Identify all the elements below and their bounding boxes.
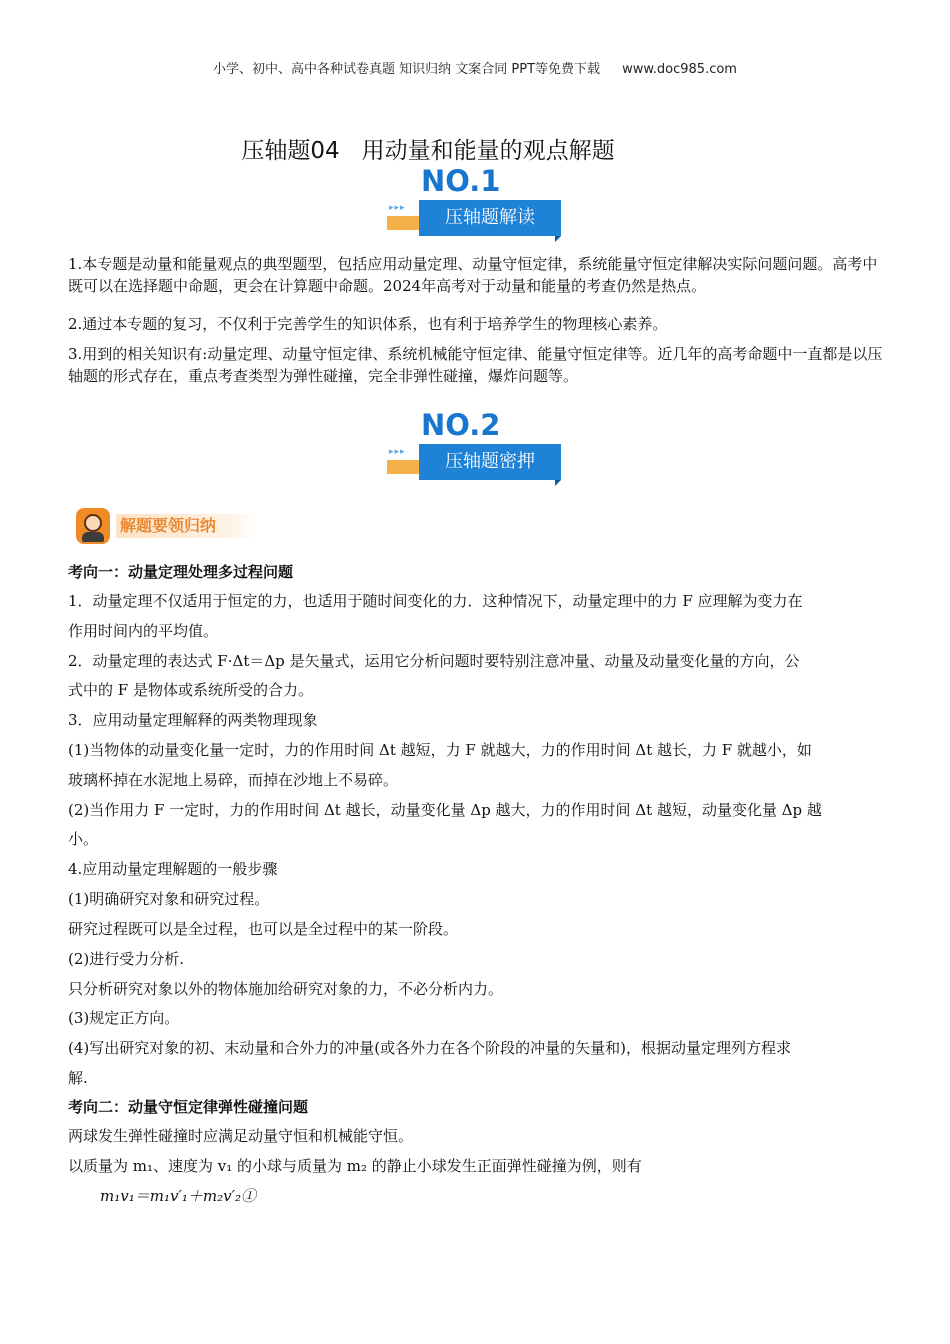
body-line: (2)进行受力分析. <box>68 950 185 968</box>
body-line: (3)规定正方向。 <box>68 1009 180 1027</box>
badge-number: NO.2 <box>421 408 501 442</box>
intro-paragraph-1: 1.本专题是动量和能量观点的典型题型，包括应用动量定理、动量守恒定律，系统能量守恒定律解决实际问题问题。高考中既可以在选择题中命题，更会在计算题中命题。2024年高考对于动量和能量的考查仍然是热点。 <box>68 255 878 295</box>
section-badge-1 <box>387 164 567 250</box>
header-site-description: 小学、初中、高中各种试卷真题 知识归纳 文案合同 PPT等免费下载 <box>213 62 601 77</box>
body-line: 只分析研究对象以外的物体施加给研究对象的力，不必分析内力。 <box>68 980 504 998</box>
arrows-icon: ▸▸▸ <box>389 203 406 213</box>
body-line: 4.应用动量定理解题的一般步骤 <box>68 860 278 878</box>
body-line: (1)明确研究对象和研究过程。 <box>68 890 270 908</box>
body-line: 2．动量定理的表达式 F·Δt＝Δp 是矢量式，运用它分析问题时要特别注意冲量、动量及动量变化量的方向，公 <box>68 652 800 670</box>
body-line: 玻璃杯掉在水泥地上易碎，而掉在沙地上不易碎。 <box>68 771 399 789</box>
body-line: 作用时间内的平均值。 <box>68 622 219 640</box>
page-header <box>0 58 950 77</box>
topic-1-heading: 考向一：动量定理处理多过程问题 <box>68 563 294 581</box>
badge-label: 压轴题密押 <box>419 444 561 480</box>
teacher-avatar-icon <box>76 508 110 544</box>
body-line: 研究过程既可以是全过程，也可以是全过程中的某一阶段。 <box>68 920 459 938</box>
title-main: 用动量和能量的观点解题 <box>361 138 615 164</box>
intro-paragraph-2: 2.通过本专题的复习，不仅利于完善学生的知识体系，也有利于培养学生的物理核心素养。 <box>68 315 668 333</box>
body-line: 式中的 F 是物体或系统所受的合力。 <box>68 681 313 699</box>
body-line: 1．动量定理不仅适用于恒定的力，也适用于随时间变化的力．这种情况下，动量定理中的力 F 应理解为变力在 <box>68 592 803 610</box>
body-line: (2)当作用力 F 一定时，力的作用时间 Δt 越长，动量变化量 Δp 越大，力的作用时间 Δt 越短，动量变化量 Δp 越 <box>68 801 822 819</box>
body-line: 两球发生弹性碰撞时应满足动量守恒和机械能守恒。 <box>68 1127 414 1145</box>
body-line: 3．应用动量定理解释的两类物理现象 <box>68 711 318 729</box>
body-line: (4)写出研究对象的初、末动量和合外力的冲量(或各外力在各个阶段的冲量的矢量和)，根据动量定理列方程求 <box>68 1039 791 1057</box>
section-tag-label: 解题要领归纳 <box>116 514 258 538</box>
header-site-url[interactable]: www.doc985.com <box>622 62 737 77</box>
arrows-icon: ▸▸▸ <box>389 447 406 457</box>
badge-number: NO.1 <box>421 164 501 198</box>
badge-label: 压轴题解读 <box>419 200 561 236</box>
section-badge-2 <box>387 408 567 494</box>
equation-1: m₁v₁＝m₁v′₁＋m₂v′₂① <box>100 1187 256 1205</box>
badge-fold <box>555 480 561 486</box>
title-prefix: 压轴题04 <box>241 138 340 164</box>
page-title <box>0 132 856 165</box>
body-line: (1)当物体的动量变化量一定时，力的作用时间 Δt 越短，力 F 就越大，力的作用时间 Δt 越长，力 F 就越小，如 <box>68 741 812 759</box>
section-tag <box>76 508 266 548</box>
body-line: 小。 <box>68 830 99 848</box>
intro-paragraph-3: 3.用到的相关知识有:动量定理、动量守恒定律、系统机械能守恒定律、能量守恒定律等。近几年的高考命题中一直都是以压轴题的形式存在，重点考查类型为弹性碰撞，完全非弹性碰撞，爆炸问题等。 <box>68 345 883 385</box>
body-line: 以质量为 m₁、速度为 v₁ 的小球与质量为 m₂ 的静止小球发生正面弹性碰撞为例，则有 <box>68 1157 642 1175</box>
body-line: 解. <box>68 1069 88 1087</box>
topic-2-heading: 考向二：动量守恒定律弹性碰撞问题 <box>68 1098 309 1116</box>
badge-fold <box>555 236 561 242</box>
